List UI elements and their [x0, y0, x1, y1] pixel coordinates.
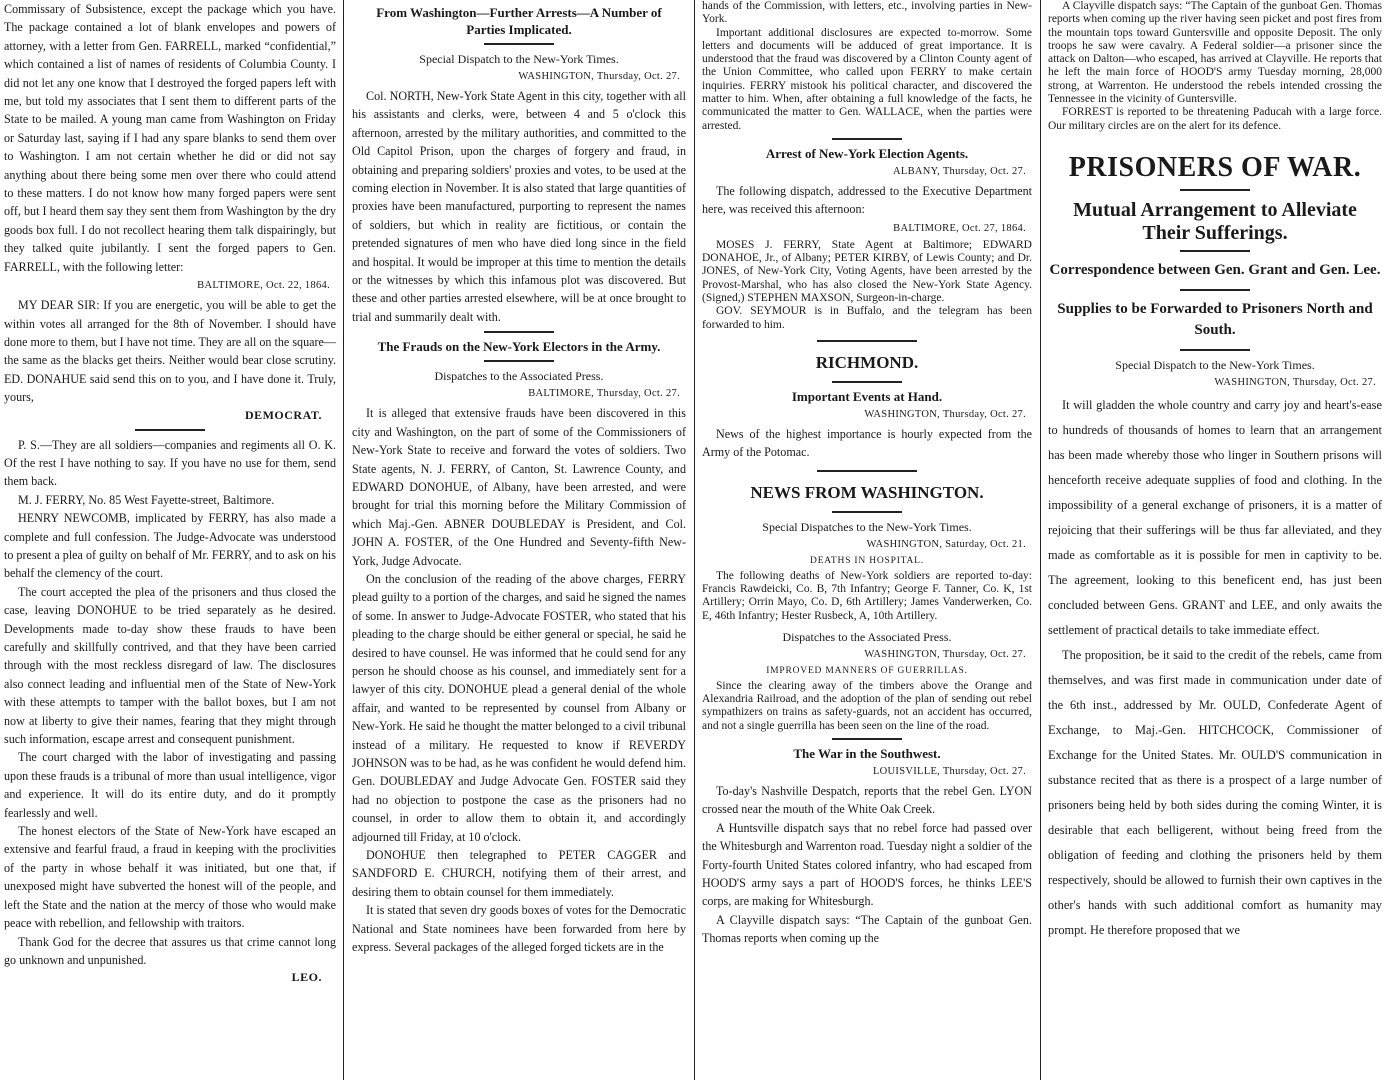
dateline: BALTIMORE, Oct. 27, 1864. — [893, 222, 1026, 234]
dateline: LOUISVILLE, Thursday, Oct. 27. — [872, 766, 1026, 778]
dispatch-source: Dispatches to the Associated Press. — [434, 369, 604, 384]
divider — [484, 360, 554, 362]
column-3 — [698, 0, 1036, 1080]
headline: The Frauds on the New-York Electors in the Army. — [377, 339, 661, 355]
column-2 — [348, 0, 690, 1080]
dateline: BALTIMORE, Thursday, Oct. 27. — [528, 388, 680, 400]
article-paragraph: A Huntsville dispatch says that no rebel force had passed over the Whitesburgh and Warrenton road. Tuesday night a soldier of the Forty-fourth United States colored infantry, who had escaped from HOOD'S army says a part of HOOD'S forces, he thinks LEE'S corps, are making for Whitesburgh. — [702, 820, 1032, 909]
article-paragraph: It is stated that seven dry goods boxes of votes for the Democratic National and State nominees have been forwarded from here by express. Several packages of the alleged forged tickets are in the — [352, 903, 686, 955]
letter-body: MY DEAR SIR: If you are energetic, you will be able to get the within votes all arranged for the 8th of November. I should have done more to them, but I have not time. They are all on the square—the same as the blacks get theirs. Neither would bear close scrutiny. ED. DONAHUE said send this on to you, and I have done it. Truly, yours, — [4, 298, 336, 405]
dispatch-source: Special Dispatches to the New-York Times. — [762, 519, 972, 534]
headline: The War in the Southwest. — [793, 746, 941, 762]
dateline: WASHINGTON, Thursday, Oct. 27. — [864, 648, 1026, 660]
divider — [832, 738, 902, 740]
column-rule — [694, 0, 695, 1080]
dispatch-source: Special Dispatch to the New-York Times. — [1115, 357, 1315, 372]
divider — [1180, 289, 1250, 291]
article-paragraph: M. J. FERRY, No. 85 West Fayette-street, Baltimore. — [18, 492, 275, 507]
article-paragraph: News of the highest importance is hourly expected from the Army of the Potomac. — [702, 426, 1032, 460]
article-paragraph: Since the clearing away of the timbers above the Orange and Alexandria Railroad, and the adoption of the plan of sending out rebel sympathizers on trains as safety-guards, not an accident has occurred, and not a single guerrilla has been seen on the line of the road. — [702, 679, 1032, 732]
article-paragraph: P. S.—They are all soldiers—companies and regiments all O. K. Of the rest I have nothing to say. If you have no use for them, send them back. — [4, 437, 336, 489]
article-paragraph: The following deaths of New-York soldiers are reported to-day: Francis Rawdeicki, Co. B, 7th Infantry; George F. Tanner, Co. K, 1st Artillery; Orrin Mayo, Co. D, 6th Artillery; James Vanderwerken, Co. E, 46th Infantry; Hester Rusbeck, A, 10th Artillery. — [702, 569, 1032, 622]
dateline: BALTIMORE, Oct. 22, 1864. — [197, 280, 330, 292]
divider — [135, 429, 205, 431]
article-paragraph: To-day's Nashville Despatch, reports that the rebel Gen. LYON crossed near the mouth of the White Oak Creek. — [702, 784, 1032, 817]
dateline: WASHINGTON, Thursday, Oct. 27. — [1214, 376, 1376, 388]
divider — [832, 511, 902, 513]
article-paragraph: GOV. SEYMOUR is in Buffalo, and the telegram has been forwarded to him. — [702, 305, 1032, 331]
headline: Arrest of New-York Election Agents. — [765, 145, 969, 161]
divider — [832, 138, 902, 140]
subheading: IMPROVED MANNERS OF GUERRILLAS. — [766, 665, 968, 676]
article-paragraph: It is alleged that extensive frauds have been discovered in this city and Washington, on the part of some of the Commissioners of New-York State to receive and forward the votes of soldiers. Two State agents, N. J. FERRY, of Canton, St. Lawrence County, and EDWARD DONOHUE, of Albany, have been arrested, and were brought for trial this morning before the Military Commission of which Maj.-Gen. ABNER DOUBLEDAY is President, and Col. JOHN A. FOSTER, of the One Hundred and Seventy-fifth New-York, Judge Advocate. — [352, 406, 686, 568]
author-signature: LEO. — [291, 970, 322, 985]
dispatch-source: Dispatches to the Associated Press. — [782, 629, 952, 644]
headline: NEWS FROM WASHINGTON. — [750, 482, 984, 502]
subheading: DEATHS IN HOSPITAL. — [810, 555, 924, 566]
article-paragraph: The court charged with the labor of investigating and passing upon these frauds is a tribunal of more than usual intelligence, vigor and experience. It will do its entire duty, and do it promptly fearlessly and well. — [4, 750, 336, 820]
article-paragraph: The following dispatch, addressed to the Executive Department here, was received this afternoon: — [702, 183, 1032, 217]
divider — [484, 331, 554, 333]
dateline: WASHINGTON, Thursday, Oct. 27. — [864, 408, 1026, 420]
column-rule — [343, 0, 344, 1080]
dispatch-source: Special Dispatch to the New-York Times. — [419, 52, 619, 66]
article-paragraph: MOSES J. FERRY, State Agent at Baltimore; EDWARD DONAHOE, Jr., of Albany; PETER KIRBY, of Lewis County; and Dr. JONES, of New-York City, Voting Agents, have been arrested by the Provost-Marshal, who has also closed the New-York State Agency. (Signed,) STEPHEN MAXSON, Surgeon-in-charge. — [702, 238, 1032, 304]
article-paragraph: DONOHUE then telegraphed to PETER CAGGER and SANDFORD E. CHURCH, notifying them of their arrest, and desiring them to obtain counsel for them immediately. — [352, 848, 686, 899]
divider — [1180, 349, 1250, 351]
column-1 — [0, 0, 340, 1080]
column-rule — [1040, 0, 1041, 1080]
dateline: ALBANY, Thursday, Oct. 27. — [892, 165, 1026, 177]
column-4 — [1044, 0, 1386, 1080]
headline: PRISONERS OF WAR. — [1068, 151, 1362, 183]
headline: Correspondence between Gen. Grant and Gen. Lee. — [1049, 261, 1381, 278]
article-paragraph: The proposition, be it said to the credit of the rebels, came from themselves, and was first made in communication under date of the 6th inst., addressed by Mr. OULD, Confederate Agent of Exchange, to Maj.-Gen. HITCHCOCK, Commissioner of Exchange for the United States. Mr. OULD'S communication in substance recited that as there is a prospect of a large number of prisoners being held by both sides during the coming Winter, it is desirable that each belligerent, without being freed from the obligation of feeding and clothing the prisoners held by them respectively, should be allowed to furnish their own captives in the other's hands with such additional comfort as humanity may prompt. He therefore proposed that we — [1048, 647, 1382, 937]
article-paragraph: Col. NORTH, New-York State Agent in this city, together with all his assistants and clerks, were, between 4 and 5 o'clock this afternoon, arrested by the military authorities, and committed to the Old Capitol Prison, upon the charges of forgery and fraud, in obtaining and preparing soldiers' proxies and votes, to be used at the coming election in November. It is also stated that large quantities of proxies have been manufactured, purporting to represent the names of soldiers, but which in reality are fictitious, or contain the pretended signatures of men who have died long since in the field and hospital. It would be improper at this time to mention the details or the witnesses by which this infamous plot was discovered. But these and other parties arrested elsewhere, will be at once brought to trial and summarily dealt with. — [352, 89, 686, 324]
article-paragraph: Important additional disclosures are expected to-morrow. Some letters and documents will be adduced of great importance. It is understood that the fraud was discovered by a Clinton County agent of the Union Committee, who called upon FERRY to make certain inquiries. FERRY mistook his political character, and discovered the matter to him. When, after obtaining a full knowledge of the facts, he communicated the matter to Gen. WALLACE, when the parties were arrested. — [702, 26, 1032, 132]
article-paragraph: The court accepted the plea of the prisoners and thus closed the case, leaving DONOHUE to be tried separately as he desired. Developments made to-day show these frauds to have been carefully and skillfully contrived, and that they have been carried through with the most reckless disregard of law. The disclosures also connect leading and influential men of the State of New-York with these attempts to tamper with the ballot boxes, but I am not now at liberty to give their names, fearing that they might through such information, escape arrest and consequent punishment. — [4, 584, 336, 747]
divider — [1180, 250, 1250, 252]
divider — [1180, 189, 1250, 191]
article-paragraph: A Clayville dispatch says: “The Captain of the gunboat Gen. Thomas reports when coming up the river having seen picket and post fires from the mountain tops toward Guntersville and opposite Deposit. The only troops he saw were cavalry. A Federal soldier—a prisoner since the attack on Dalton—who escaped, has arrived at Clayville. He reports that he left the main force of HOOD'S army Tuesday morning, 28,000 strong, at Warrenton. He understood the rebels intended crossing the Tennessee in the vicinity of Guntersville. — [1048, 0, 1382, 106]
headline: RICHMOND. — [815, 352, 919, 372]
divider — [484, 43, 554, 45]
article-paragraph: It will gladden the whole country and carry joy and heart's-ease to hundreds of thousands of homes to learn that an arrangement has been made whereby those who linger in Southern prisons will henceforth receive adequate supplies of food and clothing. In the impossibility of a general exchange of prisoners, it is a matter of rejoicing that their sufferings will be thus far alleviated, and they made as comfortable as it is possible for men in captivity to be. The agreement, looking to this beneficent end, has just been concluded between Gens. GRANT and LEE, and only awaits the settlement of practical details to take immediate effect. — [1048, 397, 1382, 637]
article-paragraph: The honest electors of the State of New-York have escaped an extensive and fearful fraud, a fraud in keeping with the proclivities of the party in whose behalf it was initiated, but one that, if unexposed might have subverted the honest will of the people, and left the State and the nation at the mercy of those who would make peace with rebellion, and fellowship with traitors. — [4, 824, 336, 931]
headline: Important Events at Hand. — [791, 388, 943, 404]
letter-signature: DEMOCRAT. — [244, 407, 322, 422]
divider — [817, 470, 917, 472]
headline: Mutual Arrangement to Alleviate Their Sufferings. — [1073, 198, 1357, 244]
dateline: WASHINGTON, Thursday, Oct. 27. — [518, 71, 680, 82]
dateline: WASHINGTON, Saturday, Oct. 21. — [866, 538, 1026, 550]
article-paragraph: FORREST is reported to be threatening Paducah with a large force. Our military circles are on the alert for its defence. — [1048, 106, 1382, 132]
headline: From Washington—Further Arrests—A Number of Parties Implicated. — [376, 5, 662, 37]
headline: Supplies to be Forwarded to Prisoners North and South. — [1057, 300, 1373, 338]
article-paragraph: A Clayville dispatch says: “The Captain of the gunboat Gen. Thomas reports when coming up the — [702, 912, 1032, 946]
article-paragraph: Commissary of Subsistence, except the package which you have. The package contained a lot of blank envelopes and powers of attorney, with a letter from Gen. FARRELL, marked “confidential,” which contained a list of names of residents of Columbia County. I did not let any one know that I destroyed the forged papers left with me, but told my associates that I sent them to different parts of the State to be mailed. A young man came from Washington on Friday or Saturday last, saying if I had any spare blanks to send them over to Washington. I am not certain whether he did or did not say anything about there being some men over there who could attend to these matters. I do not know how many forged papers were sent off, but I heard them say they sent them from Washington by the dry goods box full. I do not recollect hearing them talk dispairingly, but they talked quite jubilantly. I sent the forged papers to Gen. FARRELL, with the following letter: — [4, 2, 336, 274]
divider — [832, 381, 902, 383]
divider — [817, 340, 917, 342]
article-paragraph: Thank God for the decree that assures us that crime cannot long go unknown and unpunished. — [4, 934, 336, 967]
article-paragraph: HENRY NEWCOMB, implicated by FERRY, has also made a complete and full confession. The Judge-Advocate was understood to present a plea of guilty on behalf of Mr. FERRY, and to ask on his behalf the clemency of the court. — [4, 511, 336, 581]
article-paragraph: On the conclusion of the reading of the above charges, FERRY plead guilty to a portion of the charges, and said he signed the names of some. In answer to Judge-Advocate FOSTER, who stated that his pleading to the charge should be either general or special, he said he desired to have counsel. He was informed that he could send for any person he should choose as his counsel, and immediately sent for a lawyer of this city. DONOHUE plead a general denial of the whole affair, and wanted to be represented by counsel from Albany or New-York. He said he thought the matter belonged to a civil tribunal instead of a military. He requested to know if REVERDY JOHNSON was to be had, as he was confident he would defend him. Gen. DOUBLEDAY and Judge Advocate Gen. FOSTER said they had no objection to postpone the case as the prisoners had no counsel, in order to allow them to obtain it, and accordingly adjourned till Friday, at 10 o'clock. — [352, 571, 686, 844]
article-paragraph: hands of the Commission, with letters, etc., involving parties in New-York. — [702, 0, 1032, 26]
